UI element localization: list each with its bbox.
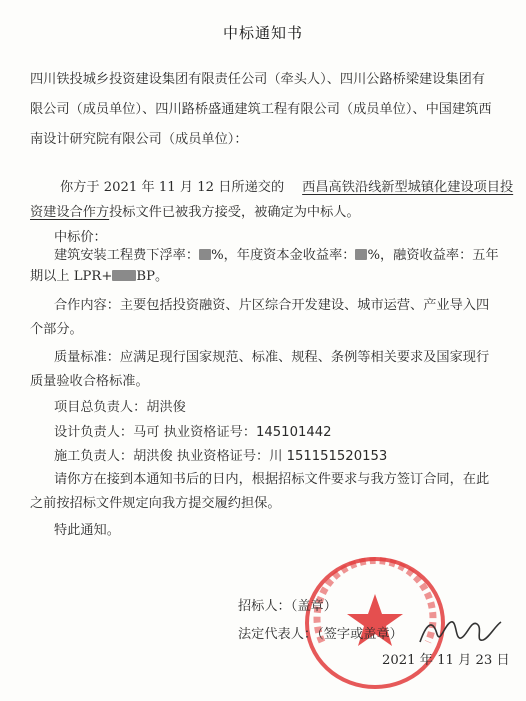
project-name-part-1: 西昌高铁沿线新型城镇化建设项目投 (302, 180, 514, 195)
content-line-2: 个部分。 (30, 322, 83, 337)
design-leader-label: 设计负责人：马可 执业资格证号： (54, 425, 257, 440)
award-prefix: 你方于 2021 年 11 月 12 日所递交的 (60, 180, 285, 195)
recipients-line-2: 限公司（成员单位）、四川路桥盛通建筑工程有限公司（成员单位）、中国建筑西 (30, 102, 492, 117)
construction-leader-label: 施工负责人：胡洪俊 执业资格证号：川 (54, 449, 287, 464)
design-leader-number: 145101442 (256, 425, 332, 440)
document-title: 中标通知书 (222, 24, 303, 42)
financing-return-label: %，融资收益率：五年 (367, 248, 499, 263)
redacted-value (199, 249, 211, 260)
content-line-1: 合作内容：主要包括投资融资、片区综合开发建设、城市运营、产业导入四 (54, 298, 490, 313)
project-name-part-2: 资建设合作方 (30, 205, 110, 220)
bid-price-line-2 (30, 268, 168, 286)
project-leader: 项目总负责人：胡洪俊 (54, 400, 186, 415)
quality-line-2: 质量验收合格标准。 (30, 374, 149, 389)
quality-line-1: 质量标准：应满足现行国家规范、标准、规程、条例等相关要求及国家现行 (54, 350, 490, 365)
redacted-value (355, 249, 367, 260)
bid-price-label: 中标价： (54, 230, 107, 245)
handwritten-signature (415, 612, 505, 652)
issue-date: 2021 年 11 月 23 日 (382, 653, 510, 668)
construction-leader-number: 151151520153 (286, 449, 388, 464)
recipients-line-1: 四川铁投城乡投资建设集团有限责任公司（牵头人）、四川公路桥梁建设集团有 (30, 72, 485, 87)
award-paragraph-line-2 (30, 204, 360, 222)
tenderer-label: 招标人：（盖章） (238, 599, 337, 614)
redacted-value (112, 270, 136, 281)
legal-rep-label: 法定代表人：（签字或盖章） (238, 627, 403, 642)
construction-leader (54, 448, 387, 466)
recipients-line-3: 南设计研究院有限公司（成员单位）： (30, 132, 248, 147)
install-cost-label: 建筑安装工程费下浮率： (54, 248, 200, 263)
lpr-label: 期以上 LPR+ (30, 269, 113, 284)
notice-line-1: 请你方在接到本通知书后的日内，根据招标文件要求与我方签订合同，在此 (54, 472, 490, 487)
design-leader (54, 424, 332, 442)
bp-label: BP。 (136, 269, 169, 284)
award-paragraph-line-1 (60, 179, 513, 197)
bid-price-line-1 (54, 247, 499, 265)
award-suffix: 投标文件已被我方接受，被确定为中标人。 (109, 205, 360, 220)
capital-return-label: %，年度资本金收益率： (211, 248, 356, 263)
closing-text: 特此通知。 (54, 523, 120, 538)
notice-line-2: 之前按招标文件规定向我方提交履约担保。 (30, 496, 281, 511)
